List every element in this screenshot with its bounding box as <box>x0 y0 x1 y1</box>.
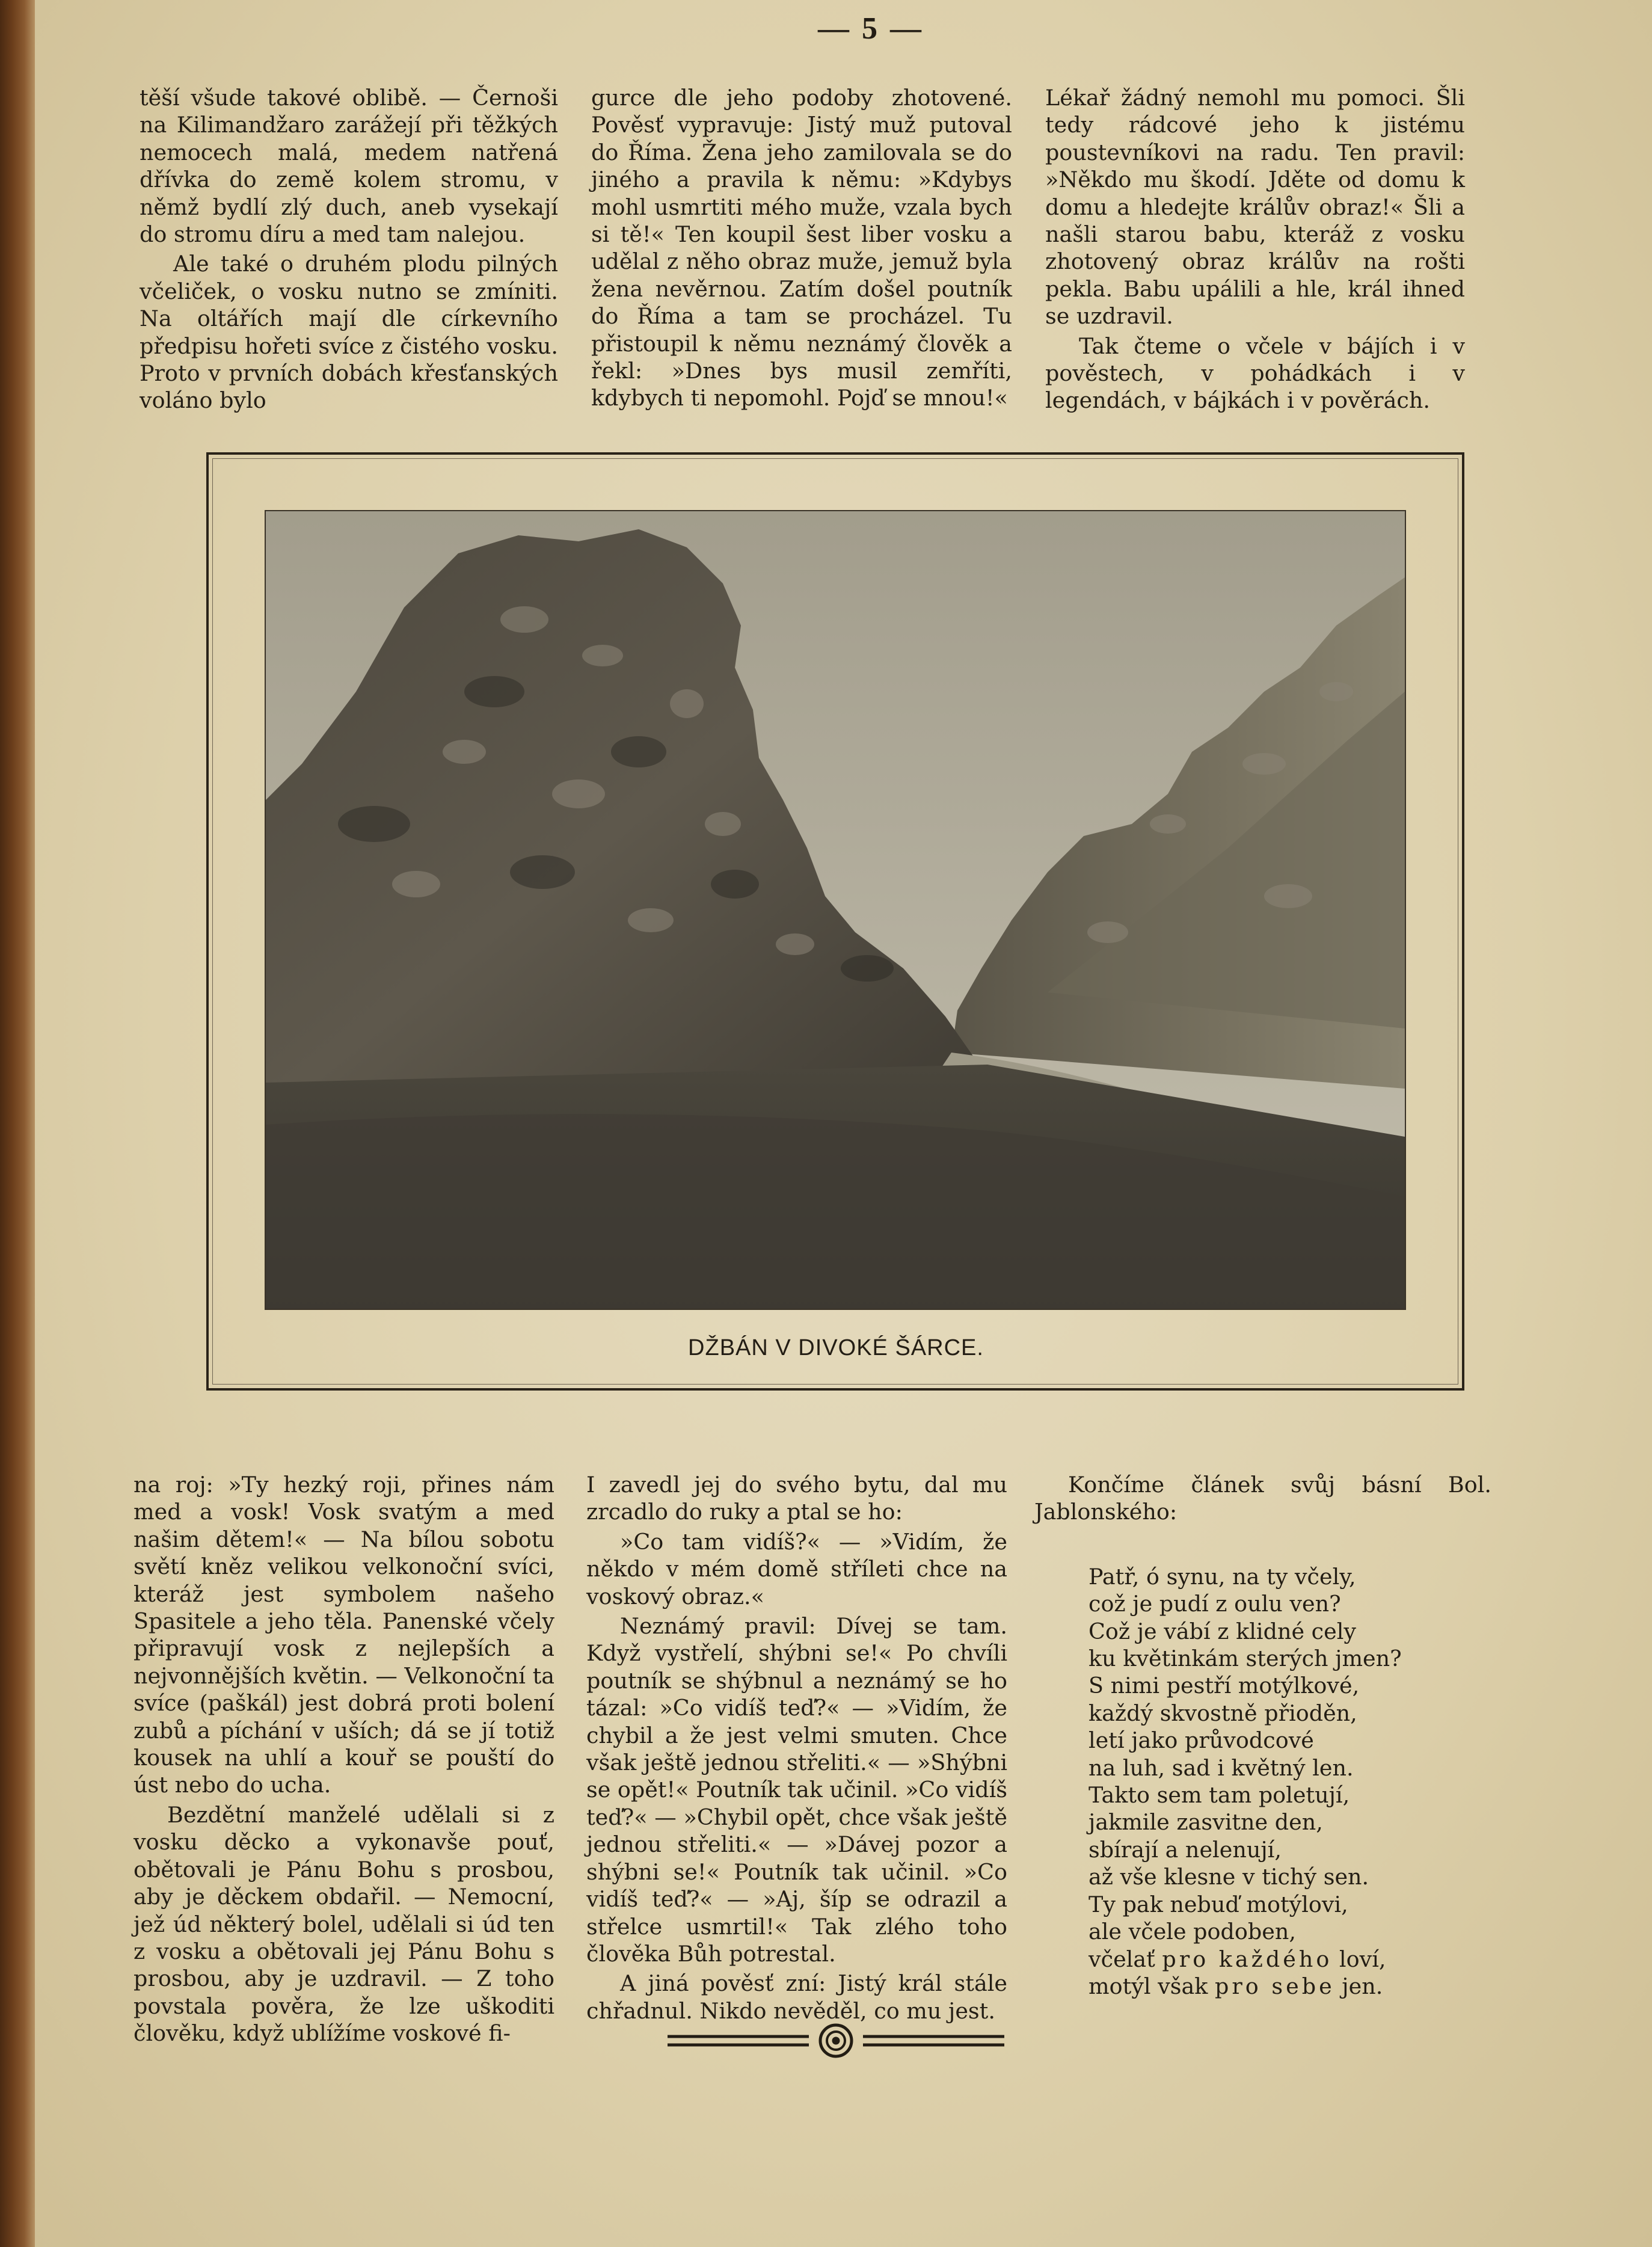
poem-line: ku květinkám sterých jmen? <box>1089 1646 1402 1672</box>
paragraph: Končíme článek svůj básní Bol. Jablonského: <box>1034 1472 1491 1525</box>
poem-line: Takto sem tam poletují, <box>1089 1782 1350 1809</box>
paragraph: Ale také o druhém plodu pilných včeliček, o vosku nutno se zmíniti. Na oltářích mají dle církevního předpisu hořeti svíce z čistého vosku. Proto v prvních dobách křesťanských voláno bylo <box>140 251 558 414</box>
figure-caption: DŽBÁN V DIVOKÉ ŠÁRCE. <box>688 1335 984 1360</box>
text-column-bottom-3 <box>1034 1471 1491 2000</box>
paragraph: I zavedl jej do svého bytu, dal mu zrcadlo do ruky a ptal se ho: <box>586 1472 1007 1525</box>
paragraph: A jiná pověsť zní: Jistý král stále chřadnul. Nikdo nevěděl, co mu jest. <box>586 1970 1007 2024</box>
poem-line: každý skvostně přioděn, <box>1089 1700 1357 1726</box>
paragraph: těší všude takové oblibě. — Černoši na Kilimandžaro zarážejí při těžkých nemocech malá, medem natřená dřívka do země kolem stromu, v němž bydlí zlý duch, aneb vysekají do stromu díru a med tam nalejou. <box>140 85 558 248</box>
poem-emphasis: pro každého <box>1162 1946 1333 1972</box>
paragraph: »Co tam vidíš?« — »Vidím, že někdo v mém domě stříleti chce na voskový obraz.« <box>586 1528 1007 1609</box>
poem-line: až vše klesne v tichý sen. <box>1089 1864 1369 1890</box>
book-binding-edge <box>0 0 35 2247</box>
poem-line: S nimi pestří motýlkové, <box>1089 1673 1360 1699</box>
poem-line: na luh, sad i květný len. <box>1089 1754 1354 1781</box>
poem-line: ale včele podoben, <box>1089 1919 1296 1945</box>
poem-line <box>1089 1973 1491 2000</box>
poem-line: což je pudí z oulu ven? <box>1089 1591 1341 1617</box>
poem <box>1034 1563 1491 2000</box>
poem-text: jen. <box>1334 1973 1383 1999</box>
paragraph: Neznámý pravil: Dívej se tam. Když vystřelí, shýbni se!« Po chvíli poutník se shýbnul a neznámý se ho tázal: »Co vidíš teď?« — »Vidím, že chybil a že jest velmi smuten. Chce však ještě jednou střeliti.« — »Shýbni se opět!« Poutník tak učinil. »Co vidíš teď?« — »Chybil opět, chce však ještě jednou střeliti.« — »Dávej pozor a shýbni se!« Poutník tak učinil. »Co vidíš teď?« — »Aj, šíp se odrazil a střelce usmrtil!« Tak zlého toho člověka Bůh potrestal. <box>586 1613 1008 1967</box>
text-column-top-2 <box>591 84 1012 412</box>
poem-line <box>1089 1946 1491 1973</box>
poem-text: včelať <box>1089 1946 1162 1972</box>
text-column-top-3 <box>1045 84 1465 414</box>
paragraph: gurce dle jeho podoby zhotovené. Pověsť vypravuje: Jistý muž putoval do Říma. Žena jeho zamilovala se do jiného a pravila k němu: »Kdybys mohl usmrtiti mého muže, vzala bych si tě!« Ten koupil šest liber vosku a udělal z něho obraz muže, jemuž byla žena nevěrnou. Zatím došel poutník do Říma a tam se procházel. Tu přistoupil k němu neznámý člověk a řekl: »Dnes bys musil zemříti, kdybych ti nepomohl. Pojď se mnou!« <box>591 85 1012 411</box>
text-column-bottom-2 <box>586 1471 1007 2024</box>
end-ornament <box>662 2020 1010 2062</box>
poem-text: motýl však <box>1089 1973 1215 1999</box>
page-number: — 5 — <box>818 11 924 46</box>
landscape-photograph <box>265 510 1406 1310</box>
poem-line: Patř, ó synu, na ty včely, <box>1089 1563 1356 1590</box>
text-column-top-1 <box>140 84 558 414</box>
poem-line: letí jako průvodcové <box>1089 1727 1314 1754</box>
text-column-bottom-1 <box>134 1471 554 2047</box>
paragraph: Bezdětní manželé udělali si z vosku děcko a vykonavše pouť, obětovali je Pánu Bohu s prosbou, aby je děckem obdařil. — Nemocní, jež úd některý bolel, udělali si úd ten z vosku a obětovali jej Pánu Bohu s prosbou, aby je uzdravil. — Z toho povstala pověra, že lze uškoditi člověku, když ublížíme voskové fi- <box>134 1801 554 2047</box>
poem-line: sbírají a nelenují, <box>1089 1836 1282 1863</box>
poem-line: jakmile zasvitne den, <box>1089 1809 1323 1836</box>
poem-text: loví, <box>1332 1946 1386 1972</box>
poem-emphasis: pro sebe <box>1214 1973 1335 1999</box>
paragraph: na roj: »Ty hezký roji, přines nám med a vosk! Vosk svatým a med našim dětem!« — Na bílou sobotu světí kněz velikou velkonoční svíci, kteráž jest symbolem našeho Spasitele a jeho těla. Panenské včely připravují vosk z nejlepších a nejvonnějších květin. — Velkonoční ta svíce (paškál) jest dobrá proti bolení zubů a píchání v uších; dá se jí totiž kousek na uhlí a kouř se pouští do úst nebo do ucha. <box>134 1472 554 1798</box>
poem-line: Ty pak nebuď motýlovi, <box>1089 1891 1348 1917</box>
paragraph: Tak čteme o včele v bájích i v pověstech, v pohádkách i v legendách, v bájkách i v pověrách. <box>1045 333 1465 414</box>
paragraph: Lékař žádný nemohl mu pomoci. Šli tedy rádcové jeho k jistému poustevníkovi na radu. Ten pravil: »Někdo mu škodí. Jděte od domu k domu a hledejte králův obraz!« Šli a našli starou babu, kteráž z vosku zhotovený obraz králův na rošti pekla. Babu upálili a hle, král ihned se uzdravil. <box>1045 85 1465 330</box>
poem-line: Což je vábí z klidné cely <box>1089 1618 1356 1644</box>
